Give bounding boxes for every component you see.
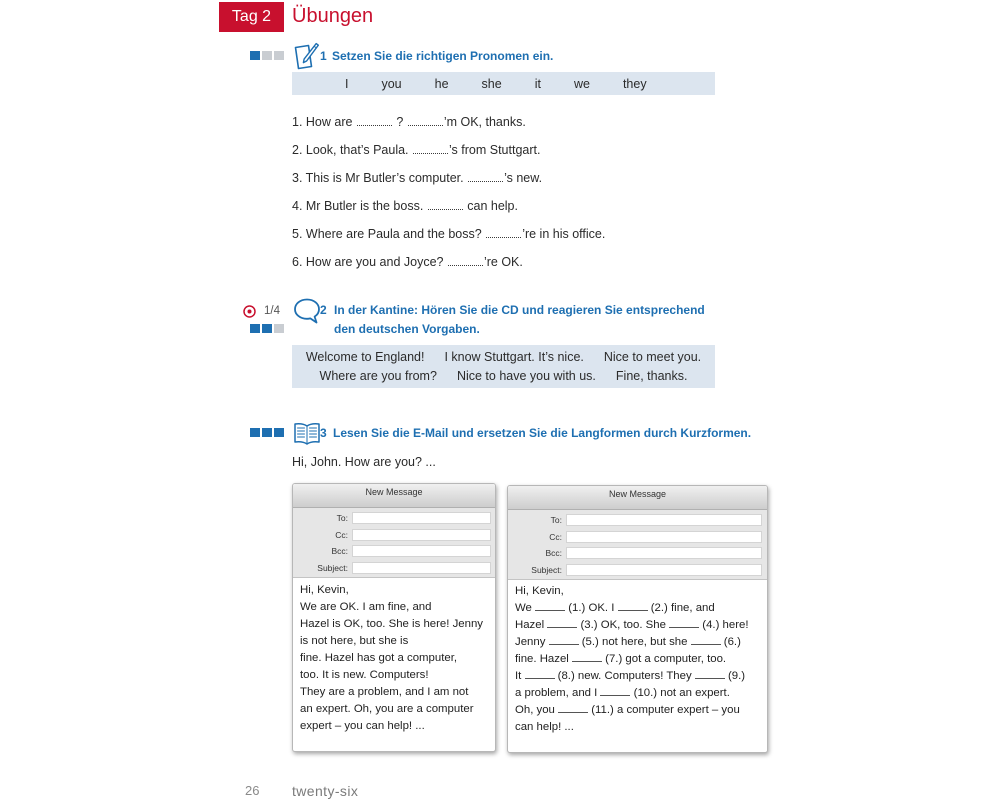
page-number: 26 bbox=[245, 783, 260, 798]
email-body-line bbox=[515, 651, 763, 668]
line-text: We bbox=[515, 602, 536, 614]
day-tag-label: Tag 2 bbox=[231, 8, 272, 25]
email-field-label: To: bbox=[550, 515, 562, 526]
email-body-line bbox=[300, 718, 491, 735]
answer-blank bbox=[691, 636, 721, 645]
line-text: (1.) OK. I bbox=[565, 602, 618, 614]
email-body-line bbox=[515, 583, 763, 600]
exercise-instruction: Setzen Sie die richtigen Pronomen ein. bbox=[332, 49, 554, 63]
email-field-label: Subject: bbox=[317, 562, 348, 573]
email-title-bar: New Message bbox=[293, 484, 495, 508]
instruction-line: den deutschen Vorgaben. bbox=[334, 322, 480, 336]
email-field-to bbox=[508, 512, 767, 529]
pronoun-option: they bbox=[622, 76, 647, 91]
answer-blank bbox=[535, 602, 565, 611]
line-text: 3. This is Mr Butler’s computer. bbox=[292, 171, 468, 185]
pronoun-option: it bbox=[534, 76, 541, 91]
line-text: ’s new. bbox=[504, 171, 543, 185]
email-body-line bbox=[300, 701, 491, 718]
line-text: ’re OK. bbox=[483, 255, 523, 269]
exercise-number: 3 bbox=[320, 426, 327, 440]
email-body-line bbox=[515, 719, 763, 736]
answer-blank bbox=[547, 619, 577, 628]
difficulty-square-filled bbox=[250, 324, 260, 333]
email-field-subject bbox=[293, 560, 495, 577]
line-text: (5.) not here, but she bbox=[578, 636, 691, 648]
email-field-label: Bcc: bbox=[545, 548, 562, 559]
email-body-line bbox=[300, 684, 491, 701]
line-text: can help! ... bbox=[515, 721, 574, 733]
email-header-fields bbox=[293, 508, 495, 578]
email-field-label: Cc: bbox=[549, 531, 562, 542]
difficulty-square-filled bbox=[250, 428, 260, 437]
line-text: 6. How are you and Joyce? bbox=[292, 255, 447, 269]
answer-blank bbox=[695, 670, 725, 679]
difficulty-square-empty bbox=[274, 51, 284, 60]
line-text: They are a problem, and I am not bbox=[300, 686, 469, 698]
answer-blank bbox=[448, 256, 483, 266]
email-bcc-input[interactable] bbox=[566, 547, 762, 559]
pronoun-option: you bbox=[381, 76, 402, 91]
difficulty-square-empty bbox=[262, 51, 272, 60]
email-body bbox=[508, 580, 767, 736]
email-body-line bbox=[515, 668, 763, 685]
cd-track-icon bbox=[243, 305, 256, 318]
phrase-option: Nice to meet you. bbox=[603, 350, 702, 364]
email-window-original bbox=[292, 483, 496, 752]
phrase-option: I know Stuttgart. It’s nice. bbox=[444, 350, 584, 364]
difficulty-indicator bbox=[250, 428, 284, 437]
email-title-bar: New Message bbox=[508, 486, 767, 510]
sentence-line bbox=[292, 108, 605, 136]
phrase-option: Nice to have you with us. bbox=[456, 369, 596, 383]
line-text: 4. Mr Butler is the boss. bbox=[292, 199, 427, 213]
email-field-bcc bbox=[508, 545, 767, 562]
line-text: is not here, but she is bbox=[300, 635, 409, 647]
email-to-input[interactable] bbox=[566, 514, 762, 526]
sentence-line bbox=[292, 136, 605, 164]
email-body-line bbox=[300, 650, 491, 667]
answer-blank bbox=[413, 144, 448, 154]
audio-track-number: 1/4 bbox=[264, 305, 280, 317]
answer-blank bbox=[549, 636, 579, 645]
email-body-line bbox=[515, 634, 763, 651]
phrase-row bbox=[292, 367, 715, 386]
page-number-words: twenty-six bbox=[292, 783, 359, 799]
email-bcc-input[interactable] bbox=[352, 545, 491, 557]
line-text: (3.) OK, too. She bbox=[577, 619, 670, 631]
speech-bubble-icon bbox=[293, 297, 321, 325]
instruction-line: In der Kantine: Hören Sie die CD und reagieren Sie entsprechend bbox=[334, 303, 705, 317]
email-body-line bbox=[515, 685, 763, 702]
answer-blank bbox=[669, 619, 699, 628]
line-text: (2.) fine, and bbox=[647, 602, 715, 614]
line-text: (11.) a computer expert – you bbox=[588, 704, 740, 716]
pronoun-option: he bbox=[434, 76, 449, 91]
email-body-line bbox=[300, 599, 491, 616]
line-text: Hi, Kevin, bbox=[515, 585, 564, 597]
line-text: 2. Look, that’s Paula. bbox=[292, 143, 412, 157]
difficulty-square-filled bbox=[274, 428, 284, 437]
answer-blank bbox=[572, 653, 602, 662]
line-text: a problem, and I bbox=[515, 687, 601, 699]
email-subject-input[interactable] bbox=[352, 562, 491, 574]
exercise-number: 1 bbox=[320, 49, 327, 63]
page-title: Übungen bbox=[292, 5, 374, 27]
line-text: Hazel bbox=[515, 619, 548, 631]
phrase-option: Where are you from? bbox=[319, 369, 437, 383]
difficulty-square-filled bbox=[250, 51, 260, 60]
email-body bbox=[293, 578, 495, 735]
line-text: Hi, Kevin, bbox=[300, 584, 349, 596]
line-text: Oh, you bbox=[515, 704, 559, 716]
day-tag bbox=[219, 2, 284, 32]
answer-blank bbox=[618, 602, 648, 611]
email-field-label: Bcc: bbox=[331, 546, 348, 557]
email-body-line bbox=[515, 600, 763, 617]
answer-blank bbox=[357, 116, 392, 126]
email-field-label: Subject: bbox=[531, 564, 562, 575]
email-field-bcc bbox=[293, 543, 495, 560]
email-body-line bbox=[515, 617, 763, 634]
pronoun-option: we bbox=[573, 76, 590, 91]
answer-blank bbox=[486, 228, 521, 238]
phrase-row bbox=[292, 348, 715, 367]
email-body-line bbox=[300, 616, 491, 633]
line-text: Jenny bbox=[515, 636, 549, 648]
line-text: (10.) not an expert. bbox=[630, 687, 730, 699]
line-text: (4.) here! bbox=[699, 619, 749, 631]
line-text: fine. Hazel bbox=[515, 653, 572, 665]
open-book-icon bbox=[293, 419, 321, 447]
answer-blank bbox=[600, 687, 630, 696]
email-field-cc bbox=[293, 527, 495, 544]
email-field-label: To: bbox=[336, 513, 348, 524]
exercise-number: 2 bbox=[320, 303, 327, 317]
answer-blank bbox=[468, 172, 503, 182]
email-field-to bbox=[293, 510, 495, 527]
difficulty-square-filled bbox=[262, 428, 272, 437]
answer-blank bbox=[428, 200, 463, 210]
phrase-box bbox=[292, 345, 715, 388]
pronoun-box bbox=[292, 72, 715, 95]
email-body-line bbox=[300, 633, 491, 650]
line-text: We are OK. I am fine, and bbox=[300, 601, 432, 613]
line-text: It bbox=[515, 670, 525, 682]
email-to-input[interactable] bbox=[352, 512, 491, 524]
phrase-option: Welcome to England! bbox=[305, 350, 425, 364]
phrase-option: Fine, thanks. bbox=[615, 369, 688, 383]
line-text: (8.) new. Computers! They bbox=[554, 670, 695, 682]
email-cc-input[interactable] bbox=[352, 529, 491, 541]
difficulty-square-filled bbox=[262, 324, 272, 333]
line-text: 1. How are bbox=[292, 115, 356, 129]
line-text: Hazel is OK, too. She is here! Jenny bbox=[300, 618, 483, 630]
line-text: an expert. Oh, you are a computer bbox=[300, 703, 474, 715]
email-subject-input[interactable] bbox=[566, 564, 762, 576]
email-window-exercise bbox=[507, 485, 768, 753]
answer-blank bbox=[525, 670, 555, 679]
pronoun-option: I bbox=[345, 76, 349, 91]
email-body-line bbox=[515, 702, 763, 719]
exercise-instruction: Lesen Sie die E-Mail und ersetzen Sie die Langformen durch Kurzformen. bbox=[333, 426, 752, 440]
sentence-list bbox=[292, 108, 605, 276]
line-text: ’s from Stuttgart. bbox=[449, 143, 541, 157]
line-text: can help. bbox=[463, 199, 518, 213]
line-text: ? bbox=[392, 115, 407, 129]
pronoun-option: she bbox=[481, 76, 502, 91]
difficulty-indicator bbox=[250, 51, 284, 60]
line-text: (7.) got a computer, too. bbox=[601, 653, 727, 665]
email-field-cc bbox=[508, 529, 767, 546]
email-cc-input[interactable] bbox=[566, 531, 762, 543]
exercise-instruction bbox=[334, 301, 705, 339]
answer-blank bbox=[558, 704, 588, 713]
email-field-label: Cc: bbox=[335, 529, 348, 540]
line-text: (9.) bbox=[724, 670, 746, 682]
notepad-pencil-icon bbox=[293, 42, 319, 70]
example-line: Hi, John. How are you? ... bbox=[292, 455, 436, 469]
email-field-subject bbox=[508, 562, 767, 579]
line-text: expert – you can help! ... bbox=[300, 720, 425, 732]
difficulty-indicator bbox=[250, 324, 284, 333]
email-header-fields bbox=[508, 510, 767, 580]
line-text: (6.) bbox=[720, 636, 741, 648]
sentence-line bbox=[292, 248, 605, 276]
email-body-line bbox=[300, 582, 491, 599]
line-text: fine. Hazel has got a computer, bbox=[300, 652, 458, 664]
sentence-line bbox=[292, 192, 605, 220]
difficulty-square-empty bbox=[274, 324, 284, 333]
answer-blank bbox=[408, 116, 443, 126]
email-body-line bbox=[300, 667, 491, 684]
sentence-line bbox=[292, 164, 605, 192]
line-text: ’m OK, thanks. bbox=[443, 115, 526, 129]
line-text: 5. Where are Paula and the boss? bbox=[292, 227, 486, 241]
line-text: ’re in his office. bbox=[522, 227, 606, 241]
line-text: too. It is new. Computers! bbox=[300, 669, 429, 681]
sentence-line bbox=[292, 220, 605, 248]
